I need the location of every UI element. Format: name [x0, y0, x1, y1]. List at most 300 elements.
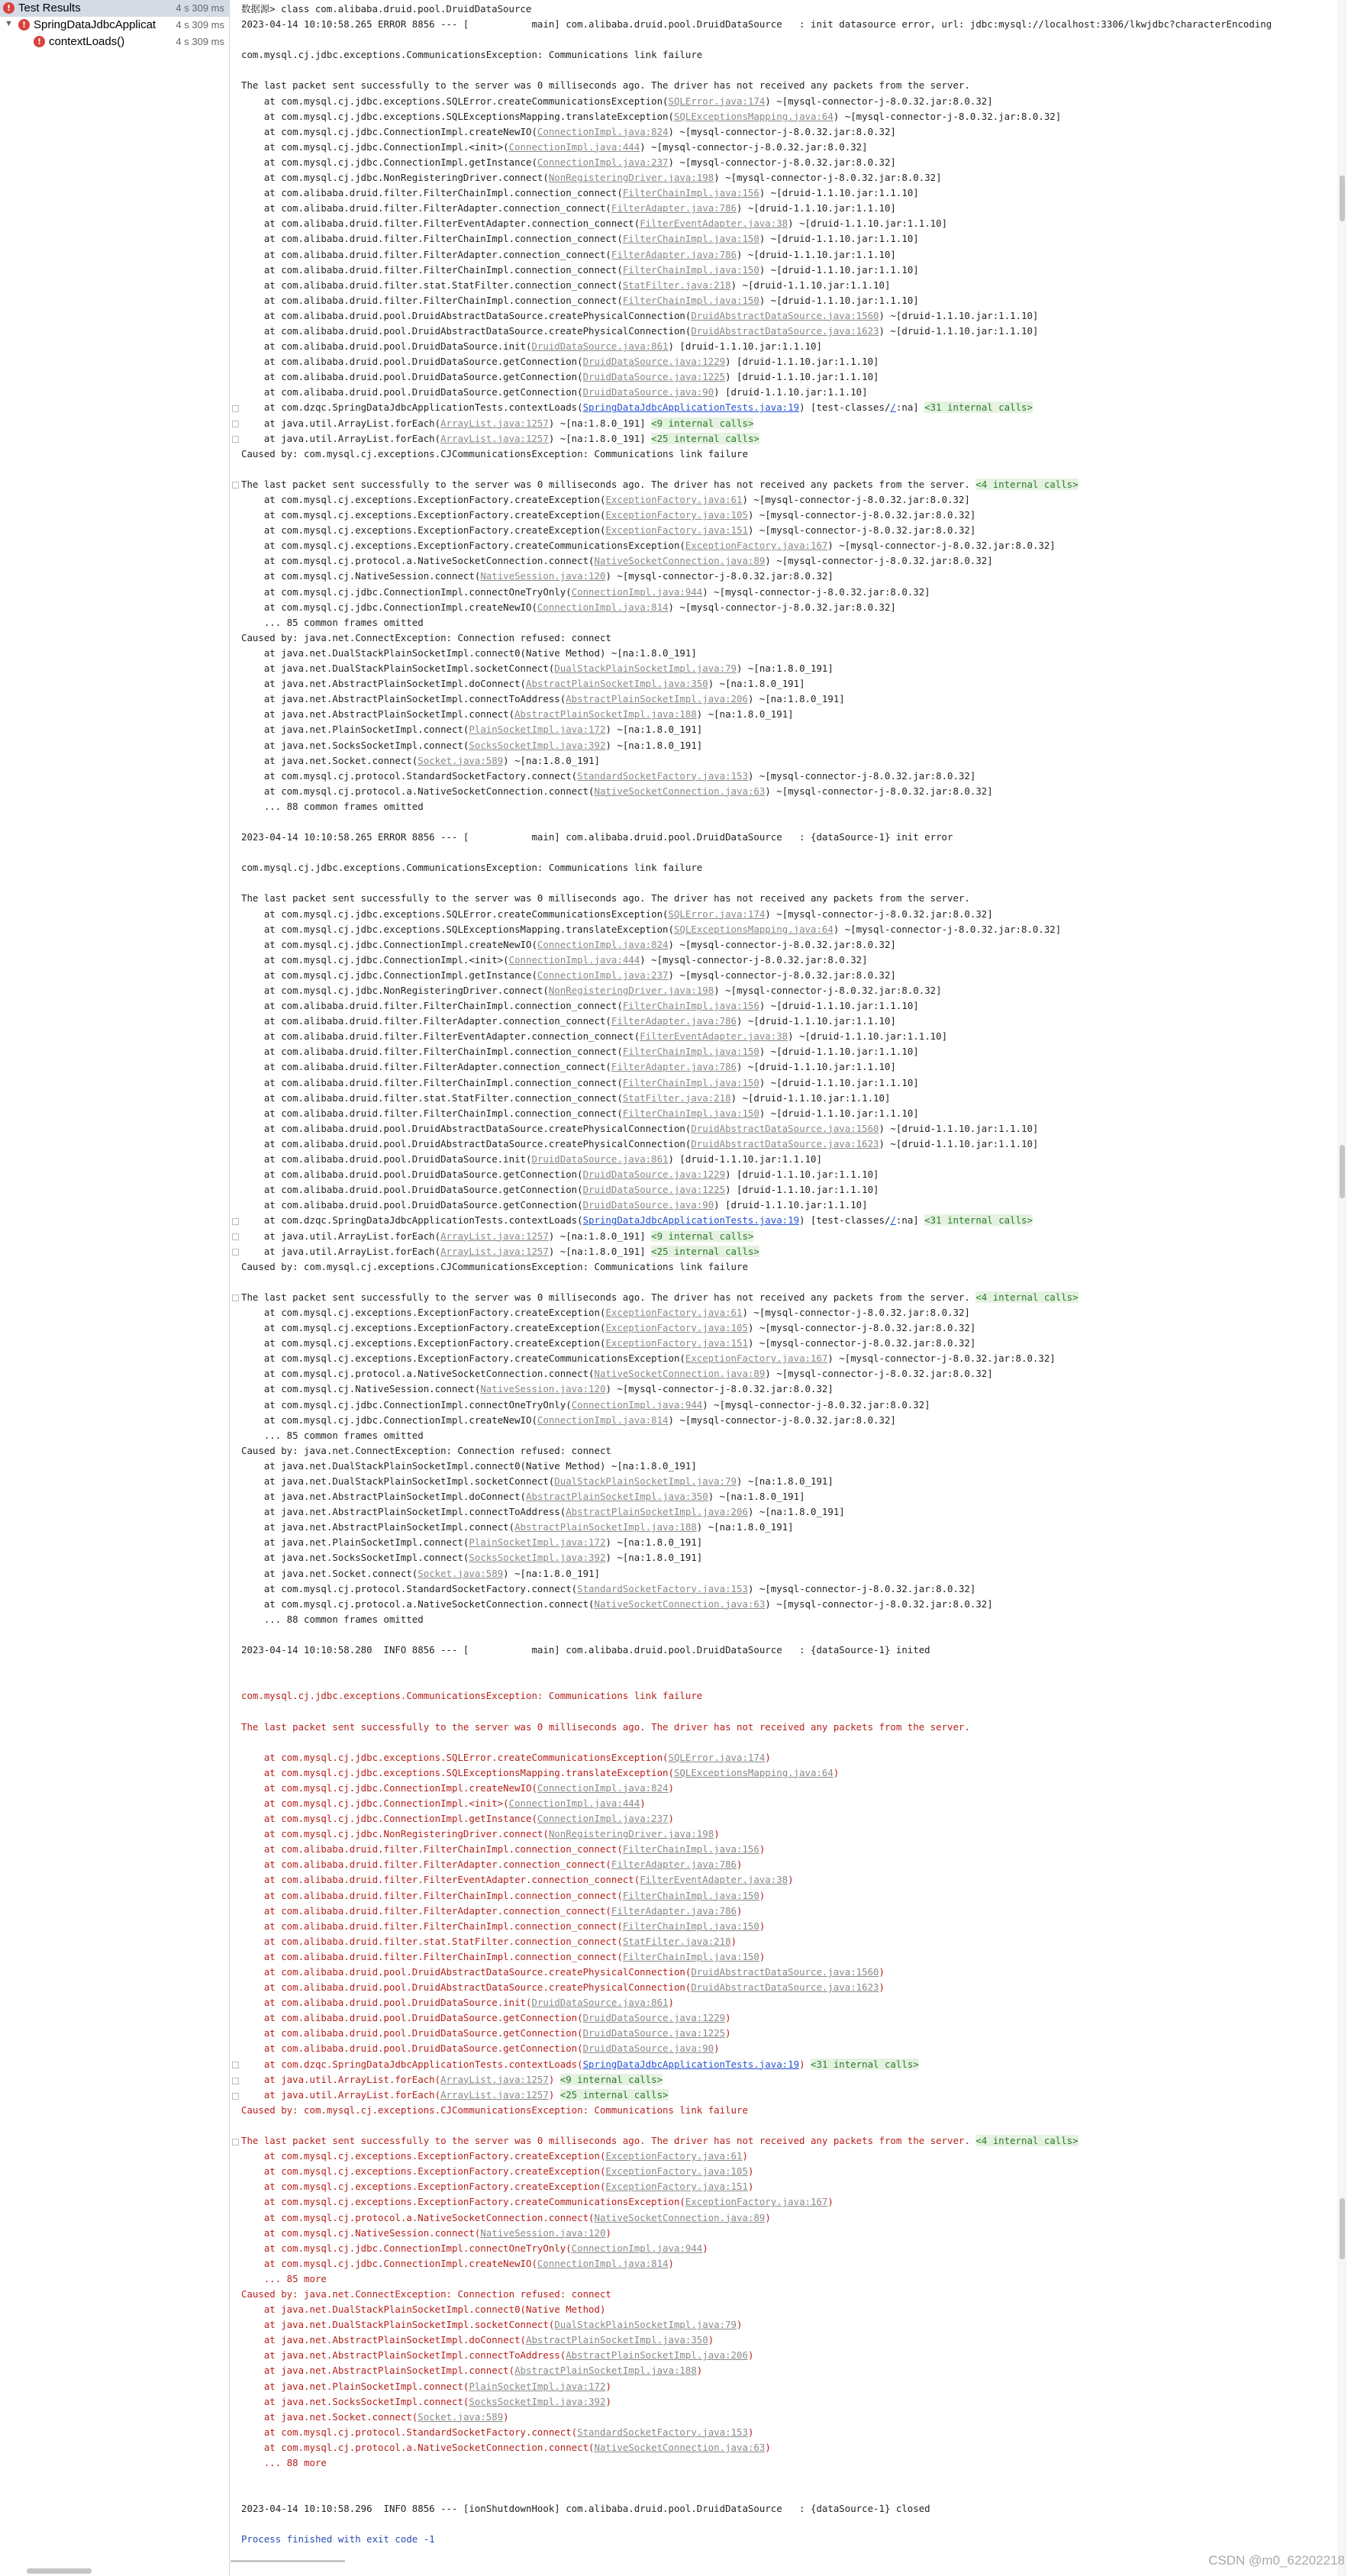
- source-link[interactable]: ConnectionImpl.java:814: [537, 2257, 669, 2269]
- watermark: CSDN @m0_62202218: [1208, 2553, 1345, 2568]
- fold-marker-icon[interactable]: [232, 1249, 239, 1256]
- console-line-text: at com.alibaba.druid.pool.DruidDataSource.getConnection(: [241, 371, 583, 383]
- console-line: [241, 1413, 1337, 1428]
- source-link[interactable]: DruidAbstractDataSource.java:1560: [691, 1122, 879, 1134]
- source-link[interactable]: FilterChainImpl.java:150: [622, 1107, 759, 1119]
- console-line: [241, 2149, 1337, 2164]
- console-line: [241, 1965, 1337, 1980]
- console-line: [241, 140, 1337, 155]
- source-link[interactable]: DruidDataSource.java:1229: [582, 1169, 726, 1181]
- console-line-text: at com.mysql.cj.exceptions.ExceptionFactory.createException(: [241, 1322, 606, 1334]
- source-link[interactable]: AbstractPlainSocketImpl.java:350: [526, 1491, 708, 1503]
- source-link[interactable]: Socket.java:589: [418, 2410, 504, 2423]
- source-link[interactable]: SpringDataJdbcApplicationTests.java:19: [582, 2058, 800, 2070]
- source-link[interactable]: ArrayList.java:1257: [440, 432, 549, 444]
- source-link[interactable]: PlainSocketImpl.java:172: [469, 2380, 606, 2392]
- console-vertical-scrollbar[interactable]: [1337, 0, 1346, 2576]
- source-link[interactable]: ConnectionImpl.java:237: [537, 1813, 669, 1825]
- tree-row-test-results[interactable]: [0, 0, 229, 17]
- console-line-text: Caused by: com.mysql.cj.exceptions.CJCommunicationsException: Communications link failure: [241, 447, 748, 459]
- internal-calls-fold[interactable]: <4 internal calls>: [975, 2135, 1079, 2147]
- source-link[interactable]: Socket.java:589: [418, 754, 504, 766]
- console-line: [241, 1152, 1337, 1167]
- source-link[interactable]: NativeSession.java:120: [480, 1383, 606, 1395]
- console-line: [241, 2118, 1337, 2133]
- console-line-suffix: ) ~[mysql-connector-j-8.0.32.jar:8.0.32]: [668, 125, 896, 137]
- console-line-text: at com.alibaba.druid.filter.FilterChainImpl.connection_connect(: [241, 1843, 623, 1855]
- source-link[interactable]: FilterChainImpl.java:150: [622, 1950, 759, 1962]
- source-link[interactable]: DruidDataSource.java:861: [531, 340, 669, 353]
- console-line: [241, 1059, 1337, 1075]
- console-line-text: at com.alibaba.druid.filter.FilterEventAdapter.connection_connect(: [241, 1874, 640, 1886]
- source-link[interactable]: FilterAdapter.java:786: [611, 1859, 737, 1871]
- source-link[interactable]: FilterChainImpl.java:156: [622, 1000, 759, 1012]
- console-line: [241, 1765, 1337, 1781]
- console-line: [241, 814, 1337, 830]
- source-link[interactable]: Socket.java:589: [418, 1567, 504, 1579]
- console-line-text: The last packet sent successfully to the server was 0 milliseconds ago. The driver has not received any packets from the server.: [241, 2135, 976, 2147]
- console-line-suffix: ): [759, 1920, 766, 1932]
- console-line-suffix: ) ~[na:1.8.0_191]: [605, 724, 703, 736]
- console-line-text: ... 85 common frames omitted: [241, 616, 424, 628]
- console-line: [241, 1336, 1337, 1351]
- source-link[interactable]: NativeSession.java:120: [480, 570, 606, 582]
- console-line: [241, 1213, 1337, 1228]
- console-line-text: ... 88 more: [241, 2457, 327, 2468]
- console-line-suffix: ): [696, 2365, 703, 2377]
- source-link[interactable]: StandardSocketFactory.java:153: [577, 2426, 748, 2438]
- source-link[interactable]: ExceptionFactory.java:105: [605, 509, 748, 521]
- console-line: [241, 891, 1337, 906]
- scrollbar-thumb[interactable]: [1340, 2198, 1345, 2259]
- console-line: [241, 293, 1337, 308]
- console-line-text: at com.mysql.cj.protocol.StandardSocketFactory.connect(: [241, 1582, 578, 1594]
- console-line-suffix: ) ~[na:1.8.0_191]: [747, 1506, 845, 1518]
- source-link[interactable]: FilterChainImpl.java:156: [622, 1843, 759, 1855]
- console-line: [241, 1136, 1337, 1152]
- console-line-text: at com.alibaba.druid.filter.FilterAdapter.connection_connect(: [241, 248, 611, 260]
- source-link[interactable]: FilterChainImpl.java:150: [622, 1889, 759, 1901]
- source-link[interactable]: StatFilter.java:218: [622, 279, 731, 291]
- source-link[interactable]: ExceptionFactory.java:61: [605, 1306, 743, 1318]
- console-line: [241, 324, 1337, 339]
- fold-marker-icon[interactable]: [232, 2093, 239, 2100]
- tree-row-test[interactable]: [0, 34, 229, 50]
- console-line-text: Caused by: java.net.ConnectException: Connection refused: connect: [241, 1444, 611, 1456]
- console-line: [241, 477, 1337, 492]
- console-line-suffix: ) ~[mysql-connector-j-8.0.32.jar:8.0.32]: [765, 95, 993, 107]
- source-link[interactable]: ExceptionFactory.java:151: [605, 1337, 748, 1349]
- source-link[interactable]: ExceptionFactory.java:151: [605, 2181, 748, 2193]
- source-link[interactable]: NativeSocketConnection.java:63: [594, 785, 766, 797]
- fold-marker-icon[interactable]: [232, 436, 239, 443]
- source-link[interactable]: ConnectionImpl.java:944: [571, 585, 703, 598]
- console-line-text: at com.mysql.cj.exceptions.ExceptionFactory.createCommunicationsException(: [241, 1352, 685, 1365]
- source-link[interactable]: ArrayList.java:1257: [440, 1245, 549, 1257]
- source-link[interactable]: ExceptionFactory.java:167: [685, 1352, 828, 1365]
- source-link[interactable]: SpringDataJdbcApplicationTests.java:19: [582, 1214, 800, 1227]
- internal-calls-fold[interactable]: <25 internal calls>: [651, 432, 759, 444]
- console-line-text: at java.net.AbstractPlainSocketImpl.doConnect(: [241, 2334, 526, 2346]
- source-link[interactable]: NativeSocketConnection.java:89: [594, 555, 766, 567]
- source-link[interactable]: DruidDataSource.java:90: [582, 386, 714, 398]
- source-link[interactable]: NativeSocketConnection.java:89: [594, 1368, 766, 1380]
- scrollbar-thumb[interactable]: [1340, 176, 1345, 221]
- console-line-suffix: ) ~[mysql-connector-j-8.0.32.jar:8.0.32]: [702, 585, 930, 598]
- console-line: [241, 1121, 1337, 1136]
- console-line: [241, 1826, 1337, 1842]
- source-link[interactable]: DruidDataSource.java:90: [582, 2042, 714, 2055]
- source-link[interactable]: NativeSocketConnection.java:63: [594, 1598, 766, 1610]
- console-line: [241, 2302, 1337, 2317]
- source-link[interactable]: ConnectionImpl.java:814: [537, 1414, 669, 1426]
- source-link[interactable]: FilterChainImpl.java:150: [622, 1076, 759, 1088]
- console-line-text: at java.net.PlainSocketImpl.connect(: [241, 1536, 469, 1549]
- internal-calls-fold[interactable]: <31 internal calls>: [924, 401, 1033, 414]
- console-line: [241, 2103, 1337, 2118]
- source-link[interactable]: FilterChainImpl.java:150: [622, 1046, 759, 1058]
- source-link[interactable]: DruidDataSource.java:1229: [582, 356, 726, 368]
- console-line-text: at com.alibaba.druid.pool.DruidAbstractDataSource.createPhysicalConnection(: [241, 1966, 692, 1978]
- source-link[interactable]: DualStackPlainSocketImpl.java:79: [554, 663, 737, 675]
- console-line-text: at com.mysql.cj.jdbc.ConnectionImpl.createNewIO(: [241, 1414, 537, 1426]
- source-link[interactable]: DruidDataSource.java:1225: [582, 1184, 726, 1196]
- console-line: [241, 1520, 1337, 1535]
- source-link[interactable]: DruidDataSource.java:90: [582, 1199, 714, 1211]
- source-link[interactable]: DruidAbstractDataSource.java:1560: [691, 309, 879, 321]
- console-line-suffix: ) ~[druid-1.1.10.jar:1.1.10]: [759, 1000, 919, 1012]
- tree-test-time: 4 s 309 ms: [176, 36, 224, 47]
- source-link[interactable]: AbstractPlainSocketImpl.java:188: [514, 708, 697, 721]
- source-link[interactable]: AbstractPlainSocketImpl.java:188: [514, 1521, 697, 1533]
- console-line: [241, 369, 1337, 385]
- source-link[interactable]: SQLExceptionsMapping.java:64: [673, 1766, 833, 1778]
- console-line-suffix: ): [747, 2349, 754, 2362]
- console-line-text: at com.alibaba.druid.pool.DruidDataSource.getConnection(: [241, 356, 583, 368]
- source-link[interactable]: ConnectionImpl.java:444: [508, 1797, 640, 1809]
- console-line-text: at com.mysql.cj.jdbc.ConnectionImpl.getInstance(: [241, 1813, 537, 1825]
- console-line-text: Caused by: java.net.ConnectException: Connection refused: connect: [241, 631, 611, 643]
- console-line-text: at java.net.DualStackPlainSocketImpl.socketConnect(: [241, 2319, 555, 2331]
- console-horizontal-scrollbar[interactable]: [231, 2560, 345, 2562]
- console-line: [241, 692, 1337, 707]
- source-link[interactable]: ConnectionImpl.java:824: [537, 938, 669, 950]
- source-link[interactable]: ConnectionImpl.java:444: [508, 953, 640, 966]
- source-link[interactable]: SQLError.java:174: [668, 95, 766, 107]
- console-line-text: at com.mysql.cj.exceptions.ExceptionFactory.createCommunicationsException(: [241, 2196, 685, 2208]
- source-link[interactable]: FilterChainImpl.java:156: [622, 187, 759, 199]
- console-line-suffix: ): [765, 1751, 771, 1763]
- source-link[interactable]: ConnectionImpl.java:944: [571, 2242, 703, 2254]
- source-link[interactable]: /: [890, 401, 896, 414]
- console-line: [241, 170, 1337, 185]
- source-link[interactable]: FilterAdapter.java:786: [611, 248, 737, 260]
- source-link[interactable]: SQLExceptionsMapping.java:64: [673, 110, 833, 122]
- source-link[interactable]: ConnectionImpl.java:237: [537, 156, 669, 168]
- console-line-suffix: ) [druid-1.1.10.jar:1.1.10]: [725, 1184, 879, 1196]
- source-link[interactable]: ExceptionFactory.java:167: [685, 2196, 828, 2208]
- console-line-suffix: ) ~[na:1.8.0_191]: [605, 1552, 703, 1564]
- source-link[interactable]: SQLError.java:174: [668, 908, 766, 920]
- source-link[interactable]: ArrayList.java:1257: [440, 417, 549, 429]
- console-line-suffix: ): [737, 1904, 743, 1917]
- console-line-text: at com.mysql.cj.jdbc.ConnectionImpl.<init>(: [241, 1797, 509, 1809]
- source-link[interactable]: ConnectionImpl.java:944: [571, 1398, 703, 1411]
- source-link[interactable]: ArrayList.java:1257: [440, 2088, 549, 2100]
- source-link[interactable]: AbstractPlainSocketImpl.java:206: [566, 1506, 748, 1518]
- source-link[interactable]: NonRegisteringDriver.java:198: [548, 1828, 714, 1840]
- console-line: [241, 2194, 1337, 2210]
- source-link[interactable]: DruidAbstractDataSource.java:1623: [691, 324, 879, 337]
- source-link[interactable]: NonRegisteringDriver.java:198: [548, 172, 714, 184]
- source-link[interactable]: ExceptionFactory.java:167: [685, 540, 828, 552]
- console-line: [241, 1643, 1337, 1658]
- source-link[interactable]: ConnectionImpl.java:824: [537, 1781, 669, 1794]
- console-line-text: at com.mysql.cj.exceptions.ExceptionFactory.createException(: [241, 2165, 606, 2178]
- source-link[interactable]: FilterAdapter.java:786: [611, 1904, 737, 1917]
- console-line-suffix: ): [759, 1843, 766, 1855]
- console-line-suffix: ): [879, 1981, 885, 1994]
- internal-calls-fold[interactable]: <4 internal calls>: [975, 1291, 1079, 1303]
- source-link[interactable]: ExceptionFactory.java:151: [605, 524, 748, 537]
- console-line-suffix: ) ~[na:1.8.0_191]: [708, 1491, 805, 1503]
- source-link[interactable]: ExceptionFactory.java:61: [605, 2150, 743, 2162]
- source-link[interactable]: AbstractPlainSocketImpl.java:188: [514, 2365, 697, 2377]
- source-link[interactable]: FilterAdapter.java:786: [611, 1061, 737, 1073]
- console-line-suffix: ) ~[mysql-connector-j-8.0.32.jar:8.0.32]: [605, 570, 833, 582]
- console-line: [241, 585, 1337, 600]
- source-link[interactable]: ExceptionFactory.java:105: [605, 1322, 748, 1334]
- source-link[interactable]: FilterChainImpl.java:150: [622, 263, 759, 276]
- source-link[interactable]: PlainSocketImpl.java:172: [469, 1536, 606, 1549]
- console-line: [241, 600, 1337, 615]
- console-line: [241, 845, 1337, 860]
- console-line-text: at com.dzqc.SpringDataJdbcApplicationTests.contextLoads(: [241, 401, 583, 414]
- source-link[interactable]: DruidDataSource.java:861: [531, 1997, 669, 2009]
- source-link[interactable]: DualStackPlainSocketImpl.java:79: [554, 2319, 737, 2331]
- console-line-suffix: ): [714, 2042, 720, 2055]
- source-link[interactable]: ExceptionFactory.java:105: [605, 2165, 748, 2178]
- console-line-text: 2023-04-14 10:10:58.296 INFO 8856 --- [ionShutdownHook] com.alibaba.druid.pool.DruidDataSource : {dataSource-1} closed: [241, 2503, 930, 2515]
- console-line-text: at com.alibaba.druid.filter.FilterChainImpl.connection_connect(: [241, 1046, 623, 1058]
- console-line-suffix: ): [788, 1874, 794, 1886]
- console-line: [241, 1167, 1337, 1182]
- fold-marker-icon[interactable]: [232, 1294, 239, 1301]
- source-link[interactable]: DruidDataSource.java:861: [531, 1153, 669, 1165]
- internal-calls-fold[interactable]: <25 internal calls>: [651, 1245, 759, 1257]
- console-line-text: ... 85 common frames omitted: [241, 1429, 424, 1441]
- console-line-text: at com.mysql.cj.jdbc.NonRegisteringDriver.connect(: [241, 172, 549, 184]
- console-line-suffix: ): [747, 2165, 754, 2178]
- console-line-text: 2023-04-14 10:10:58.265 ERROR 8856 --- [ main] com.alibaba.druid.pool.DruidDataSource : {dataSource-1} init error: [241, 831, 953, 843]
- source-link[interactable]: StatFilter.java:218: [622, 1935, 731, 1947]
- console-line-suffix: ) ~[druid-1.1.10.jar:1.1.10]: [759, 1046, 919, 1058]
- console-line-suffix: ) ~[mysql-connector-j-8.0.32.jar:8.0.32]: [765, 555, 993, 567]
- console-line-suffix: ) ~[druid-1.1.10.jar:1.1.10]: [730, 1091, 891, 1104]
- console-line-text: at com.mysql.cj.jdbc.ConnectionImpl.createNewIO(: [241, 125, 537, 137]
- source-link[interactable]: StandardSocketFactory.java:153: [577, 769, 748, 782]
- console-line-text: at com.alibaba.druid.filter.FilterAdapter.connection_connect(: [241, 1859, 611, 1871]
- console-line: [241, 94, 1337, 109]
- source-link[interactable]: ConnectionImpl.java:824: [537, 125, 669, 137]
- console-line: [241, 2501, 1337, 2516]
- source-link[interactable]: FilterAdapter.java:786: [611, 1015, 737, 1027]
- console-line-text: at com.alibaba.druid.filter.FilterChainImpl.connection_connect(: [241, 1000, 623, 1012]
- console-line-text: at com.mysql.cj.jdbc.ConnectionImpl.createNewIO(: [241, 2257, 537, 2269]
- console-line-text: Caused by: com.mysql.cj.exceptions.CJCommunicationsException: Communications link failure: [241, 2104, 748, 2116]
- console-line: [241, 1275, 1337, 1290]
- console-line-text: at java.net.AbstractPlainSocketImpl.connectToAddress(: [241, 1506, 566, 1518]
- source-link[interactable]: FilterChainImpl.java:150: [622, 233, 759, 245]
- tree-horizontal-scrollbar[interactable]: [27, 2568, 92, 2574]
- console-line-suffix: ) ~[druid-1.1.10.jar:1.1.10]: [759, 233, 919, 245]
- source-link[interactable]: SocksSocketImpl.java:392: [469, 2395, 606, 2407]
- source-link[interactable]: PlainSocketImpl.java:172: [469, 724, 606, 736]
- console-line: [241, 875, 1337, 891]
- console-line-suffix: ) ~[mysql-connector-j-8.0.32.jar:8.0.32]: [668, 156, 896, 168]
- console-line-text: at com.alibaba.druid.pool.DruidDataSource.getConnection(: [241, 1199, 583, 1211]
- console-line: [241, 1106, 1337, 1121]
- internal-calls-fold[interactable]: <9 internal calls>: [651, 1230, 754, 1242]
- source-link[interactable]: ConnectionImpl.java:444: [508, 140, 640, 153]
- internal-calls-fold[interactable]: <25 internal calls>: [559, 2088, 669, 2100]
- source-link[interactable]: AbstractPlainSocketImpl.java:350: [526, 2334, 708, 2346]
- source-link[interactable]: AbstractPlainSocketImpl.java:350: [526, 678, 708, 690]
- console-line-text: at com.alibaba.druid.filter.FilterChainImpl.connection_connect(: [241, 1107, 623, 1119]
- source-link[interactable]: ConnectionImpl.java:237: [537, 969, 669, 981]
- source-link[interactable]: DualStackPlainSocketImpl.java:79: [554, 1475, 737, 1487]
- source-link[interactable]: DruidAbstractDataSource.java:1623: [691, 1137, 879, 1149]
- source-link[interactable]: AbstractPlainSocketImpl.java:206: [566, 2349, 748, 2362]
- source-link[interactable]: NonRegisteringDriver.java:198: [548, 985, 714, 996]
- console-line-suffix: ): [725, 2012, 731, 2024]
- console-line: [241, 1934, 1337, 1949]
- fold-marker-icon[interactable]: [232, 482, 239, 488]
- console-line: [241, 569, 1337, 584]
- source-link[interactable]: SQLExceptionsMapping.java:64: [673, 923, 833, 935]
- console-line: [241, 523, 1337, 538]
- fold-marker-icon[interactable]: [232, 1233, 239, 1240]
- console-line-text: at com.mysql.cj.exceptions.ExceptionFactory.createCommunicationsException(: [241, 540, 685, 552]
- source-link[interactable]: /: [890, 1214, 896, 1227]
- scrollbar-thumb[interactable]: [1340, 1145, 1345, 1198]
- fold-marker-icon[interactable]: [232, 1218, 239, 1225]
- console-line-suffix: ) ~[druid-1.1.10.jar:1.1.10]: [759, 294, 919, 306]
- console-line: [241, 738, 1337, 753]
- console-line-suffix: ): [702, 2242, 708, 2254]
- console-line: [241, 1198, 1337, 1213]
- console-line-text: at com.mysql.cj.exceptions.ExceptionFactory.createException(: [241, 1337, 606, 1349]
- console-line-suffix: ) [druid-1.1.10.jar:1.1.10]: [668, 340, 822, 353]
- source-link[interactable]: SpringDataJdbcApplicationTests.java:19: [582, 401, 800, 414]
- console-line: [241, 216, 1337, 231]
- console-line: [241, 2425, 1337, 2440]
- fold-marker-icon[interactable]: [232, 421, 239, 427]
- fold-marker-icon[interactable]: [232, 2078, 239, 2084]
- console-line-text: at com.alibaba.druid.pool.DruidAbstractDataSource.createPhysicalConnection(: [241, 1137, 692, 1149]
- source-link[interactable]: DruidDataSource.java:1225: [582, 371, 726, 383]
- console-line: [241, 2133, 1337, 2149]
- source-link[interactable]: StatFilter.java:218: [622, 1091, 731, 1104]
- console-line: [241, 968, 1337, 983]
- console-line: [241, 400, 1337, 415]
- console-line: [241, 1704, 1337, 1719]
- console-line-suffix: ): [708, 2334, 714, 2346]
- console-line: [241, 661, 1337, 676]
- console-line: [241, 799, 1337, 814]
- source-link[interactable]: ArrayList.java:1257: [440, 2073, 549, 2085]
- source-link[interactable]: NativeSocketConnection.java:63: [594, 2441, 766, 2453]
- console-line: [241, 1320, 1337, 1336]
- internal-calls-fold[interactable]: <9 internal calls>: [559, 2073, 663, 2085]
- source-link[interactable]: ConnectionImpl.java:814: [537, 601, 669, 613]
- source-link[interactable]: SocksSocketImpl.java:392: [469, 739, 606, 751]
- console-line-suffix: ) ~[mysql-connector-j-8.0.32.jar:8.0.32]: [714, 172, 942, 184]
- console-line-suffix: ) ~[druid-1.1.10.jar:1.1.10]: [879, 1122, 1039, 1134]
- tree-row-suite[interactable]: [0, 17, 229, 34]
- console-line: [241, 1550, 1337, 1565]
- internal-calls-fold[interactable]: <9 internal calls>: [651, 417, 754, 429]
- source-link[interactable]: AbstractPlainSocketImpl.java:206: [566, 693, 748, 705]
- source-link[interactable]: SQLError.java:174: [668, 1751, 766, 1763]
- source-link[interactable]: FilterEventAdapter.java:38: [640, 218, 788, 230]
- console-line: [241, 1581, 1337, 1597]
- internal-calls-fold[interactable]: <31 internal calls>: [924, 1214, 1033, 1227]
- console-line: [241, 646, 1337, 661]
- console-line-text: at com.mysql.cj.protocol.a.NativeSocketConnection.connect(: [241, 2211, 595, 2223]
- console-line-suffix: ) ~[druid-1.1.10.jar:1.1.10]: [737, 202, 896, 214]
- expand-arrow-icon[interactable]: ▼: [5, 19, 13, 28]
- source-link[interactable]: SocksSocketImpl.java:392: [469, 1552, 606, 1564]
- console-line: [241, 2256, 1337, 2271]
- fold-marker-icon[interactable]: [232, 405, 239, 412]
- source-link[interactable]: FilterAdapter.java:786: [611, 202, 737, 214]
- console-line-text: at com.mysql.cj.exceptions.ExceptionFactory.createException(: [241, 2150, 606, 2162]
- console-line: [241, 2348, 1337, 2363]
- console-line: [241, 553, 1337, 569]
- console-line-text: com.mysql.cj.jdbc.exceptions.CommunicationsException: Communications link failure: [241, 49, 703, 61]
- source-link[interactable]: FilterEventAdapter.java:38: [640, 1030, 788, 1043]
- source-link[interactable]: NativeSocketConnection.java:89: [594, 2211, 766, 2223]
- console-line-text: at com.alibaba.druid.filter.FilterAdapter.connection_connect(: [241, 202, 611, 214]
- source-link[interactable]: FilterChainImpl.java:150: [622, 1920, 759, 1932]
- console-line-text: at java.net.AbstractPlainSocketImpl.connect(: [241, 2365, 515, 2377]
- source-link[interactable]: StandardSocketFactory.java:153: [577, 1582, 748, 1594]
- internal-calls-fold[interactable]: <31 internal calls>: [811, 2058, 919, 2070]
- console-line-text: at java.util.ArrayList.forEach(: [241, 2073, 441, 2085]
- source-link[interactable]: DruidDataSource.java:1225: [582, 2027, 726, 2039]
- fold-marker-icon[interactable]: [232, 2139, 239, 2146]
- console-line-suffix: ) ~[mysql-connector-j-8.0.32.jar:8.0.32]: [668, 601, 896, 613]
- console-line-text: at com.alibaba.druid.pool.DruidAbstractDataSource.createPhysicalConnection(: [241, 309, 692, 321]
- console-line: [241, 354, 1337, 369]
- source-link[interactable]: FilterChainImpl.java:150: [622, 294, 759, 306]
- source-link[interactable]: FilterEventAdapter.java:38: [640, 1874, 788, 1886]
- console-line-text: at com.alibaba.druid.filter.FilterEventAdapter.connection_connect(: [241, 1030, 640, 1043]
- source-link[interactable]: DruidAbstractDataSource.java:1623: [691, 1981, 879, 1994]
- console-line-text: 2023-04-14 10:10:58.265 ERROR 8856 --- [ main] com.alibaba.druid.pool.DruidDataSource : init datasource error, url: jdbc:mysql://localhost:3306/lkwjdbc?characterEncoding: [241, 18, 1272, 31]
- source-link[interactable]: ArrayList.java:1257: [440, 1230, 549, 1242]
- console-line-text: The last packet sent successfully to the server was 0 milliseconds ago. The driver has not received any packets from the server.: [241, 892, 970, 904]
- console-line-suffix: ) ~[mysql-connector-j-8.0.32.jar:8.0.32]: [765, 908, 993, 920]
- console-line: [241, 2010, 1337, 2026]
- fold-marker-icon[interactable]: [232, 2062, 239, 2068]
- source-link[interactable]: NativeSession.java:120: [480, 2226, 606, 2239]
- internal-calls-fold[interactable]: <4 internal calls>: [975, 478, 1079, 490]
- source-link[interactable]: DruidAbstractDataSource.java:1560: [691, 1966, 879, 1978]
- source-link[interactable]: DruidDataSource.java:1229: [582, 2012, 726, 2024]
- source-link[interactable]: ExceptionFactory.java:61: [605, 494, 743, 505]
